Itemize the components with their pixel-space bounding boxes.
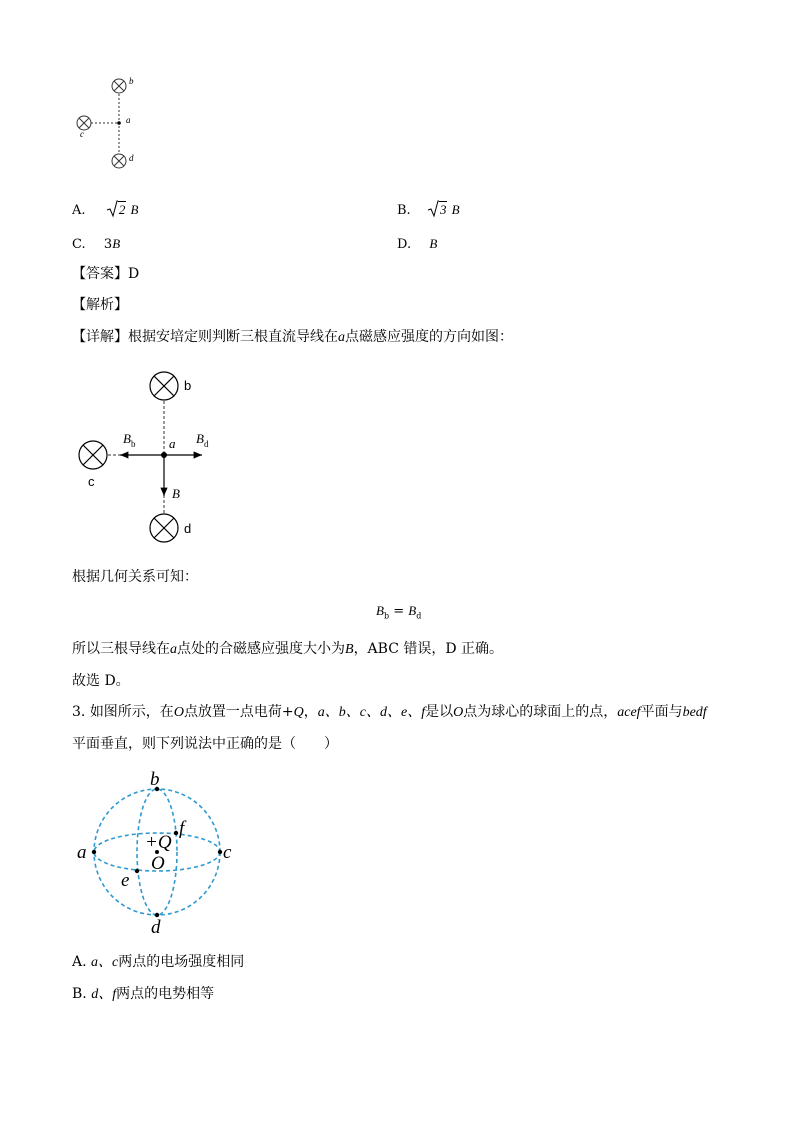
detail-line (72, 330, 513, 345)
q3-points: a、b、c、d、e、f (317, 705, 426, 720)
q3-option-b-letter: B. (72, 986, 87, 1002)
q3-option-a-text: 两点的电场强度相同 (118, 954, 245, 970)
option-a-unit: B (130, 202, 139, 217)
label-b: b (184, 378, 192, 393)
option-b-radicand: 3 (439, 202, 447, 217)
eq-lhs-sub: b (383, 611, 390, 621)
wire-b-symbol (150, 372, 178, 400)
q3-option-a-vars: a、c (91, 955, 119, 970)
option-b-unit: B (451, 202, 460, 217)
geometry-line: 根据几何关系可知： (72, 569, 198, 585)
option-a (72, 200, 138, 218)
label-c: c (88, 474, 95, 489)
eq-rhs: B (408, 603, 417, 618)
question3-line2: 平面垂直，则下列说法中正确的是（ ） (72, 736, 338, 752)
label-d: d (151, 917, 161, 938)
label-b: b (150, 769, 160, 790)
q3-text-5: 点为球心的球面上的点， (463, 704, 618, 720)
choose-line: 故选 D。 (72, 673, 130, 689)
point-e (135, 869, 139, 873)
answer-tag: 【答案】 (72, 266, 128, 282)
q3-O: O (173, 705, 184, 720)
q3-text-3: ， (303, 704, 318, 720)
q3-text-6: 平面与 (640, 704, 683, 720)
point-a (161, 452, 167, 458)
conclusion-var-a: a (170, 642, 177, 657)
wire-b-symbol (112, 79, 126, 93)
label-O: O (151, 853, 165, 874)
detail-tag: 【详解】 (72, 329, 128, 345)
wire-d-symbol (150, 514, 178, 542)
q3-text-1: 如图所示，在 (89, 704, 174, 720)
point-c (218, 850, 222, 854)
answer-line (72, 267, 139, 281)
option-b-letter: B. (397, 203, 411, 218)
option-b (397, 200, 460, 218)
label-d: d (129, 153, 134, 163)
equation (376, 604, 421, 621)
option-d (397, 237, 437, 251)
q3-acef: acef (617, 705, 641, 720)
option-c-letter: C. (72, 237, 86, 252)
conclusion-p2: 点处的合磁感应强度大小为 (177, 641, 345, 657)
option-a-radicand: 2 (118, 202, 126, 217)
label-b: b (129, 76, 134, 86)
point-a (117, 121, 121, 125)
q3-O2: O (453, 705, 464, 720)
label-e: e (121, 870, 130, 891)
point-a (92, 850, 96, 854)
conclusion-var-B: B (345, 642, 354, 657)
eq-sign: = (393, 604, 405, 619)
label-a: a (126, 115, 131, 125)
q3-bedf: bedf (682, 705, 707, 720)
label-a: a (77, 842, 87, 863)
wire-diagram-small (70, 70, 150, 175)
label-Bb: $B_b$ (123, 431, 136, 449)
sqrt-icon (106, 200, 118, 218)
label-Q: +Q (145, 832, 172, 853)
point-f (174, 831, 178, 835)
eq-lhs: B (376, 603, 384, 618)
conclusion-p1: 所以三根导线在 (72, 641, 170, 657)
analysis-tag: 【解析】 (72, 297, 128, 313)
q3-option-b-text: 两点的电势相等 (116, 986, 215, 1002)
q3-num: 3. (72, 704, 86, 720)
q3-Q: Q (293, 705, 304, 720)
option-d-unit: B (429, 236, 438, 251)
option-a-letter: A. (72, 203, 86, 218)
question3-line1 (72, 705, 707, 720)
option-c-unit: B (112, 236, 121, 251)
q3-text-2: 点放置一点电荷+ (183, 704, 294, 720)
q3-option-b (72, 987, 214, 1002)
q3-text-4: 是以 (425, 704, 454, 720)
wire-c-symbol (77, 116, 91, 130)
eq-rhs-sub: d (416, 611, 422, 621)
sphere-diagram (72, 768, 247, 938)
label-B: B (172, 486, 180, 501)
wire-c-symbol (79, 441, 107, 469)
detail-var-a: a (338, 330, 345, 345)
label-Bd: $B_d$ (196, 431, 209, 449)
conclusion-line (72, 642, 503, 657)
label-c: c (80, 129, 84, 139)
label-d: d (184, 521, 192, 536)
q3-option-b-vars: d、f (91, 987, 117, 1002)
detail-text-1: 根据安培定则判断三根直流导线在 (128, 329, 338, 345)
field-direction-diagram (70, 365, 230, 550)
q3-option-a (72, 955, 244, 970)
sqrt-icon (427, 200, 439, 218)
label-c: c (223, 842, 232, 863)
detail-text-2: 点磁感应强度的方向如图： (345, 329, 513, 345)
wire-d-symbol (112, 154, 126, 168)
conclusion-p3: ，ABC 错误，D 正确。 (353, 641, 504, 657)
answer-value: D (128, 266, 140, 282)
label-f: f (179, 818, 185, 839)
option-d-letter: D. (397, 237, 412, 252)
option-c (72, 237, 120, 251)
label-a: a (169, 436, 176, 451)
option-c-coef: 3 (103, 237, 113, 252)
q3-option-a-letter: A. (72, 954, 87, 970)
